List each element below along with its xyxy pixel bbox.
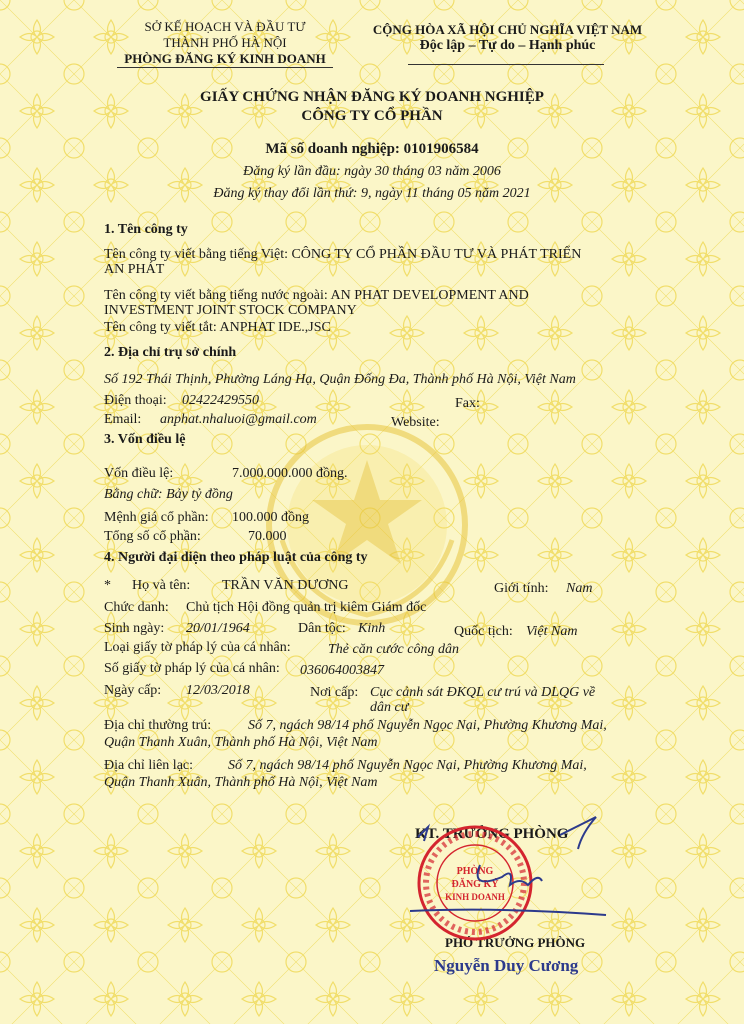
total-shares-label: Tổng số cổ phần: bbox=[104, 529, 201, 544]
foreign-name-line2: INVESTMENT JOINT STOCK COMPANY bbox=[104, 303, 357, 318]
section3-heading: 3. Vốn điều lệ bbox=[104, 432, 186, 447]
enterprise-code: Mã số doanh nghiệp: 0101906584 bbox=[265, 141, 479, 157]
signer-name: Nguyễn Duy Cương bbox=[434, 956, 579, 975]
phone-value: 02422429550 bbox=[182, 393, 259, 408]
permanent-address-line1: Số 7, ngách 98/14 phố Nguyễn Ngọc Nại, Phường Khương Mai, bbox=[248, 718, 607, 733]
id-type-value: Thẻ căn cước công dân bbox=[328, 642, 459, 657]
section1-heading: 1. Tên công ty bbox=[104, 222, 188, 237]
handwritten-signature bbox=[410, 815, 610, 925]
agency-line2: THÀNH PHỐ HÀ NỘI bbox=[163, 35, 287, 50]
position-value: Chủ tịch Hội đồng quản trị kiêm Giám đốc bbox=[186, 600, 427, 615]
stamp-line1: PHÒNG bbox=[456, 866, 494, 877]
nationality-value: Việt Nam bbox=[526, 624, 578, 639]
permanent-address-line2: Quận Thanh Xuân, Thành phố Hà Nội, Việt Nam bbox=[104, 735, 378, 750]
id-number-value: 036064003847 bbox=[300, 663, 384, 678]
phone-label: Điện thoại: bbox=[104, 393, 167, 408]
contact-address-line1: Số 7, ngách 98/14 phố Nguyễn Ngọc Nại, Phường Khương Mai, bbox=[228, 758, 587, 773]
document-title bbox=[0, 88, 744, 126]
fax-label: Fax: bbox=[455, 396, 480, 411]
ethnic-label: Dân tộc: bbox=[298, 621, 346, 636]
vn-name-line2: AN PHÁT bbox=[104, 262, 165, 277]
gender-value: Nam bbox=[566, 581, 593, 596]
short-name: Tên công ty viết tắt: ANPHAT IDE.,JSC bbox=[104, 320, 331, 335]
id-number-label: Số giấy tờ pháp lý của cá nhân: bbox=[104, 661, 280, 676]
dob-value: 20/01/1964 bbox=[186, 621, 250, 636]
nationality-label: Quốc tịch: bbox=[454, 624, 513, 639]
issue-place-label: Nơi cấp: bbox=[310, 685, 359, 700]
contact-address-line2: Quận Thanh Xuân, Thành phố Hà Nội, Việt Nam bbox=[104, 775, 378, 790]
total-shares-value: 70.000 bbox=[248, 529, 287, 544]
par-value-label: Mệnh giá cổ phần: bbox=[104, 510, 209, 525]
kt-head-title: KT. TRƯỞNG PHÒNG bbox=[415, 826, 569, 842]
foreign-name-line1: Tên công ty viết bằng tiếng nước ngoài: AN PHAT DEVELOPMENT AND bbox=[104, 288, 529, 303]
id-type-label: Loại giấy tờ pháp lý của cá nhân: bbox=[104, 640, 291, 655]
agency-header bbox=[110, 19, 340, 67]
stamp-line2: ĐĂNG KÝ bbox=[451, 879, 499, 890]
issue-date-label: Ngày cấp: bbox=[104, 683, 162, 698]
agency-line1: SỞ KẾ HOẠCH VÀ ĐẦU TƯ bbox=[144, 19, 306, 34]
deputy-title: PHÓ TRƯỞNG PHÒNG bbox=[445, 935, 586, 950]
issue-place-line1: Cục cảnh sát ĐKQL cư trú và DLQG về bbox=[370, 685, 596, 700]
par-value: 100.000 đồng bbox=[232, 510, 309, 525]
email-label: Email: bbox=[104, 412, 142, 427]
title-line1: GIẤY CHỨNG NHẬN ĐĂNG KÝ DOANH NGHIỆP bbox=[200, 89, 544, 105]
nation-line1: CỘNG HÒA XÃ HỘI CHỦ NGHĨA VIỆT NAM bbox=[372, 22, 643, 37]
issue-date-value: 12/03/2018 bbox=[186, 683, 250, 698]
motto: Độc lập – Tự do – Hạnh phúc bbox=[419, 38, 596, 53]
position-label: Chức danh: bbox=[104, 600, 169, 615]
rep-name-label: Họ và tên: bbox=[132, 578, 191, 593]
first-registration: Đăng ký lần đầu: ngày 30 tháng 03 năm 2006 bbox=[243, 164, 501, 179]
title-line2: CÔNG TY CỔ PHẦN bbox=[301, 108, 443, 124]
vn-name-line1: Tên công ty viết bằng tiếng Việt: CÔNG TY CỔ PHẦN ĐẦU TƯ VÀ PHÁT TRIỂN bbox=[104, 247, 582, 262]
website-label: Website: bbox=[391, 415, 440, 430]
section4-heading: 4. Người đại diện theo pháp luật của công ty bbox=[104, 550, 368, 565]
capital-value: 7.000.000.000 đồng. bbox=[232, 466, 348, 481]
agency-line3: PHÒNG ĐĂNG KÝ KINH DOANH bbox=[124, 51, 326, 66]
bullet-star: * bbox=[104, 578, 111, 593]
ethnic-value: Kinh bbox=[358, 621, 386, 636]
permanent-address-label: Địa chỉ thường trú: bbox=[104, 718, 212, 733]
dob-label: Sinh ngày: bbox=[104, 621, 165, 636]
agency-underline bbox=[117, 67, 333, 68]
email-value: anphat.nhaluoi@gmail.com bbox=[160, 412, 317, 427]
contact-address-label: Địa chỉ liên lạc: bbox=[104, 758, 194, 773]
rep-name: TRẦN VĂN DƯƠNG bbox=[222, 578, 349, 593]
capital-in-words: Bằng chữ: Bảy tỷ đồng bbox=[104, 487, 233, 502]
head-office-address: Số 192 Thái Thịnh, Phường Láng Hạ, Quận Đống Đa, Thành phố Hà Nội, Việt Nam bbox=[104, 372, 576, 387]
capital-label: Vốn điều lệ: bbox=[104, 466, 174, 481]
change-registration: Đăng ký thay đổi lần thứ: 9, ngày 11 tháng 05 năm 2021 bbox=[213, 186, 531, 201]
section2-heading: 2. Địa chỉ trụ sở chính bbox=[104, 345, 237, 360]
issue-place-line2: dân cư bbox=[370, 700, 409, 715]
stamp-line3: KINH DOANH bbox=[445, 892, 505, 902]
motto-underline bbox=[408, 64, 604, 65]
gender-label: Giới tính: bbox=[494, 581, 549, 596]
nation-header bbox=[365, 22, 650, 54]
